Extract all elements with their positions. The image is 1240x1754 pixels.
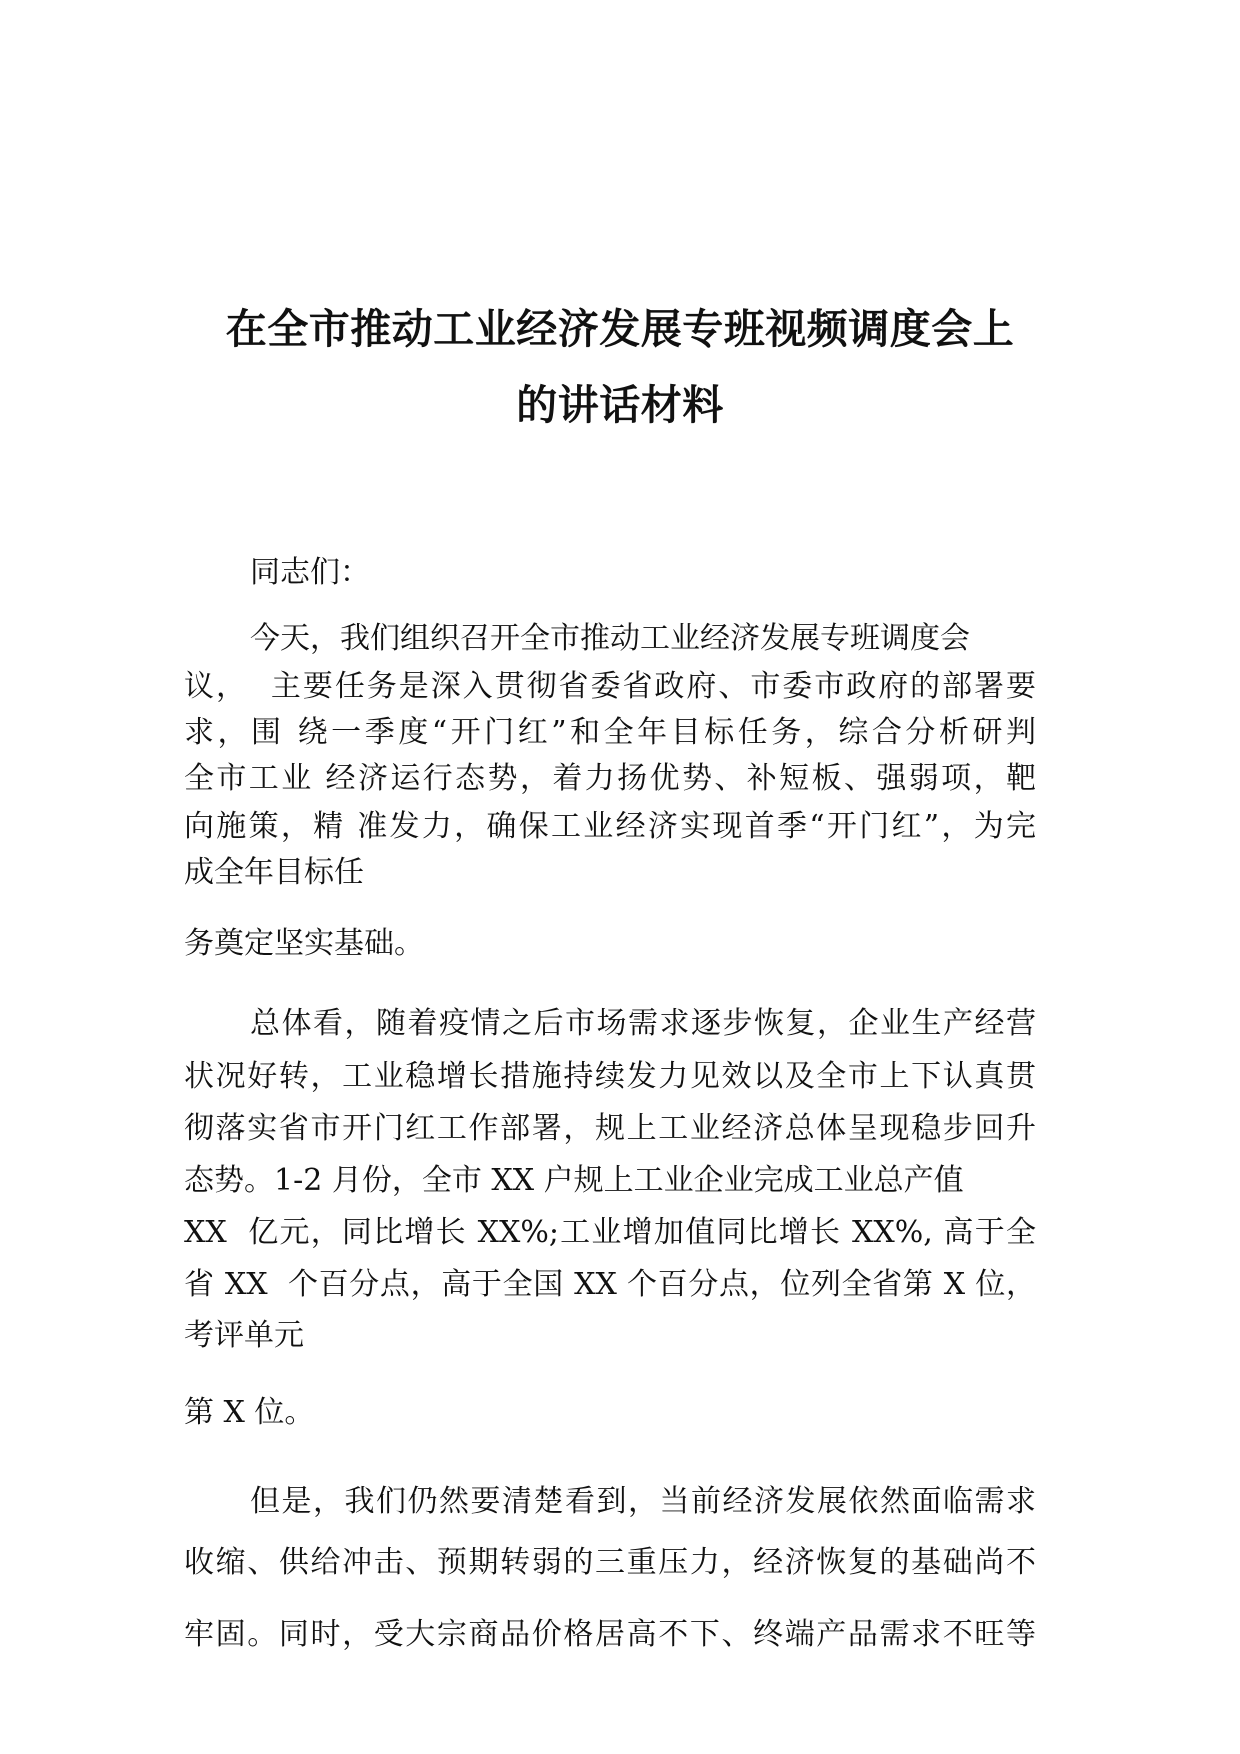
paragraph-3-line-1: 但是，我们仍然要清楚看到，当前经济发展依然面临需求 — [250, 1484, 1036, 1519]
paragraph-2-line-4: 态势。1-2 月份，全市 XX 户规上工业企业完成工业总产值 — [184, 1163, 964, 1198]
paragraph-1-line-7: 务奠定坚实基础。 — [184, 926, 424, 961]
paragraph-2-line-8: 第 X 位。 — [184, 1395, 315, 1430]
paragraph-1-line-3: 求，围 绕一季度“开门红”和全年目标任务，综合分析研判 — [184, 715, 1036, 750]
paragraph-1-line-1: 今天，我们组织召开全市推动工业经济发展专班调度会 — [250, 621, 970, 656]
paragraph-1-line-6: 成全年目标任 — [184, 855, 364, 890]
paragraph-2-line-6: 省 XX 个百分点，高于全国 XX 个百分点，位列全省第 X 位， — [184, 1267, 1036, 1302]
paragraph-3-line-3: 牢固。同时，受大宗商品价格居高不下、终端产品需求不旺等 — [184, 1617, 1036, 1652]
paragraph-2-line-2: 状况好转，工业稳增长措施持续发力见效以及全市上下认真贯 — [184, 1059, 1036, 1094]
document-title-line-1: 在全市推动工业经济发展专班视频调度会上 — [225, 305, 1015, 353]
paragraph-2-line-7: 考评单元 — [184, 1318, 304, 1353]
paragraph-2-line-3: 彻落实省市开门红工作部署，规上工业经济总体呈现稳步回升 — [184, 1111, 1036, 1146]
paragraph-1-line-4: 全市工业 经济运行态势，着力扬优势、补短板、强弱项，靶 — [184, 761, 1036, 796]
paragraph-2-line-1: 总体看，随着疫情之后市场需求逐步恢复，企业生产经营 — [250, 1006, 1036, 1041]
paragraph-1-line-2: 议， 主要任务是深入贯彻省委省政府、市委市政府的部署要 — [184, 669, 1036, 704]
paragraph-1-line-5: 向施策，精 准发力，确保工业经济实现首季“开门红”，为完 — [184, 809, 1036, 844]
paragraph-2-line-5: XX 亿元，同比增长 XX%;工业增加值同比增长 XX%, 高于全 — [184, 1215, 1036, 1250]
salutation: 同志们： — [250, 555, 370, 590]
paragraph-3-line-2: 收缩、供给冲击、预期转弱的三重压力，经济恢复的基础尚不 — [184, 1545, 1036, 1580]
document-title-line-2: 的讲话材料 — [516, 381, 724, 429]
